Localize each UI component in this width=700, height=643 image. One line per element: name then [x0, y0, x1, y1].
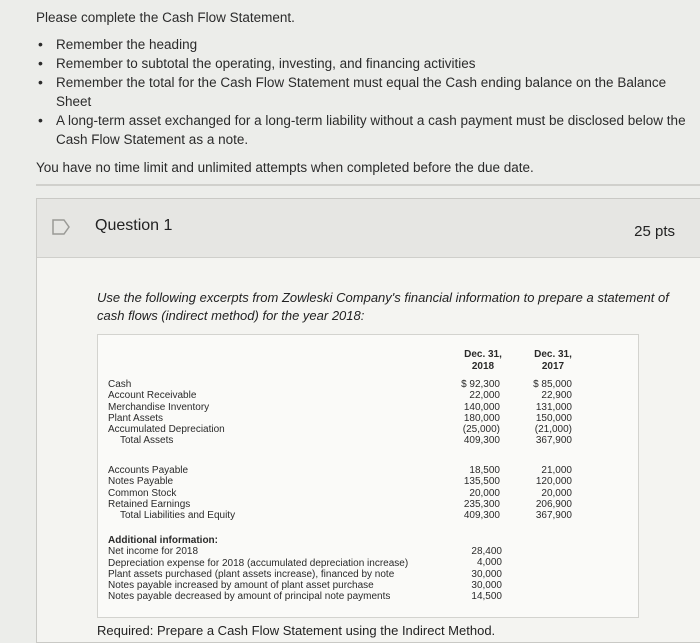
additional-info-title: Additional information:: [108, 535, 218, 546]
assets-2017-values: $ 85,000 22,900 131,000 150,000 (21,000) 367,900: [533, 379, 572, 447]
question-points: 25 pts: [634, 223, 675, 240]
instruction-list: [36, 35, 700, 149]
flag-question-icon[interactable]: [51, 219, 71, 235]
col-2018-header: Dec. 31, 2018: [464, 349, 502, 372]
instruction-bullet: • A long-term asset exchanged for a long-term liability without a cash payment must be disclosed below the Cash Flow Statement as a note.: [56, 111, 700, 149]
additional-info-values: 28,400 4,000 30,000 30,000 14,500: [471, 546, 502, 603]
time-limit-note: You have no time limit and unlimited attempts when completed before the due date.: [36, 160, 534, 175]
instruction-bullet: • Remember to subtotal the operating, investing, and financing activities: [56, 54, 700, 73]
financial-data-image: [97, 334, 639, 618]
divider: [36, 184, 700, 186]
liabilities-2018-values: 18,500 135,500 20,000 235,300 409,300: [463, 465, 500, 522]
question-title: Question 1: [95, 217, 173, 234]
instruction-heading: Please complete the Cash Flow Statement.: [36, 10, 295, 25]
instructions: [36, 8, 700, 177]
question-card: [36, 198, 700, 643]
col-2017-header: Dec. 31, 2017: [534, 349, 572, 372]
assets-2018-values: $ 92,300 22,000 140,000 180,000 (25,000) 409,300: [461, 379, 500, 447]
question-prompt: Use the following excerpts from Zowleski Company's financial information to prepare a statement of cash flows (indirect method) for the year 2018:: [97, 290, 669, 323]
additional-info-labels: Additional information: Net income for 2018 Depreciation expense for 2018 (accumulated depreciation increase) Plant assets purchased (plant assets increase), financed by note Notes payable increased by amount of plant asset purchase Notes payable decreased by amount of principal note payments: [108, 535, 448, 603]
instruction-bullet: • Remember the total for the Cash Flow Statement must equal the Cash ending balance on the Balance Sheet: [56, 73, 700, 111]
assets-labels: Cash Account Receivable Merchandise Inventory Plant Assets Accumulated Depreciation Total Assets: [108, 379, 225, 447]
liabilities-2017-values: 21,000 120,000 20,000 206,900 367,900: [535, 465, 572, 522]
question-header: [37, 199, 700, 258]
required-instruction: Required: Prepare a Cash Flow Statement using the Indirect Method.: [97, 623, 496, 638]
instruction-bullet: • Remember the heading: [56, 35, 700, 54]
liabilities-labels: Accounts Payable Notes Payable Common Stock Retained Earnings Total Liabilities and Equity: [108, 465, 236, 522]
